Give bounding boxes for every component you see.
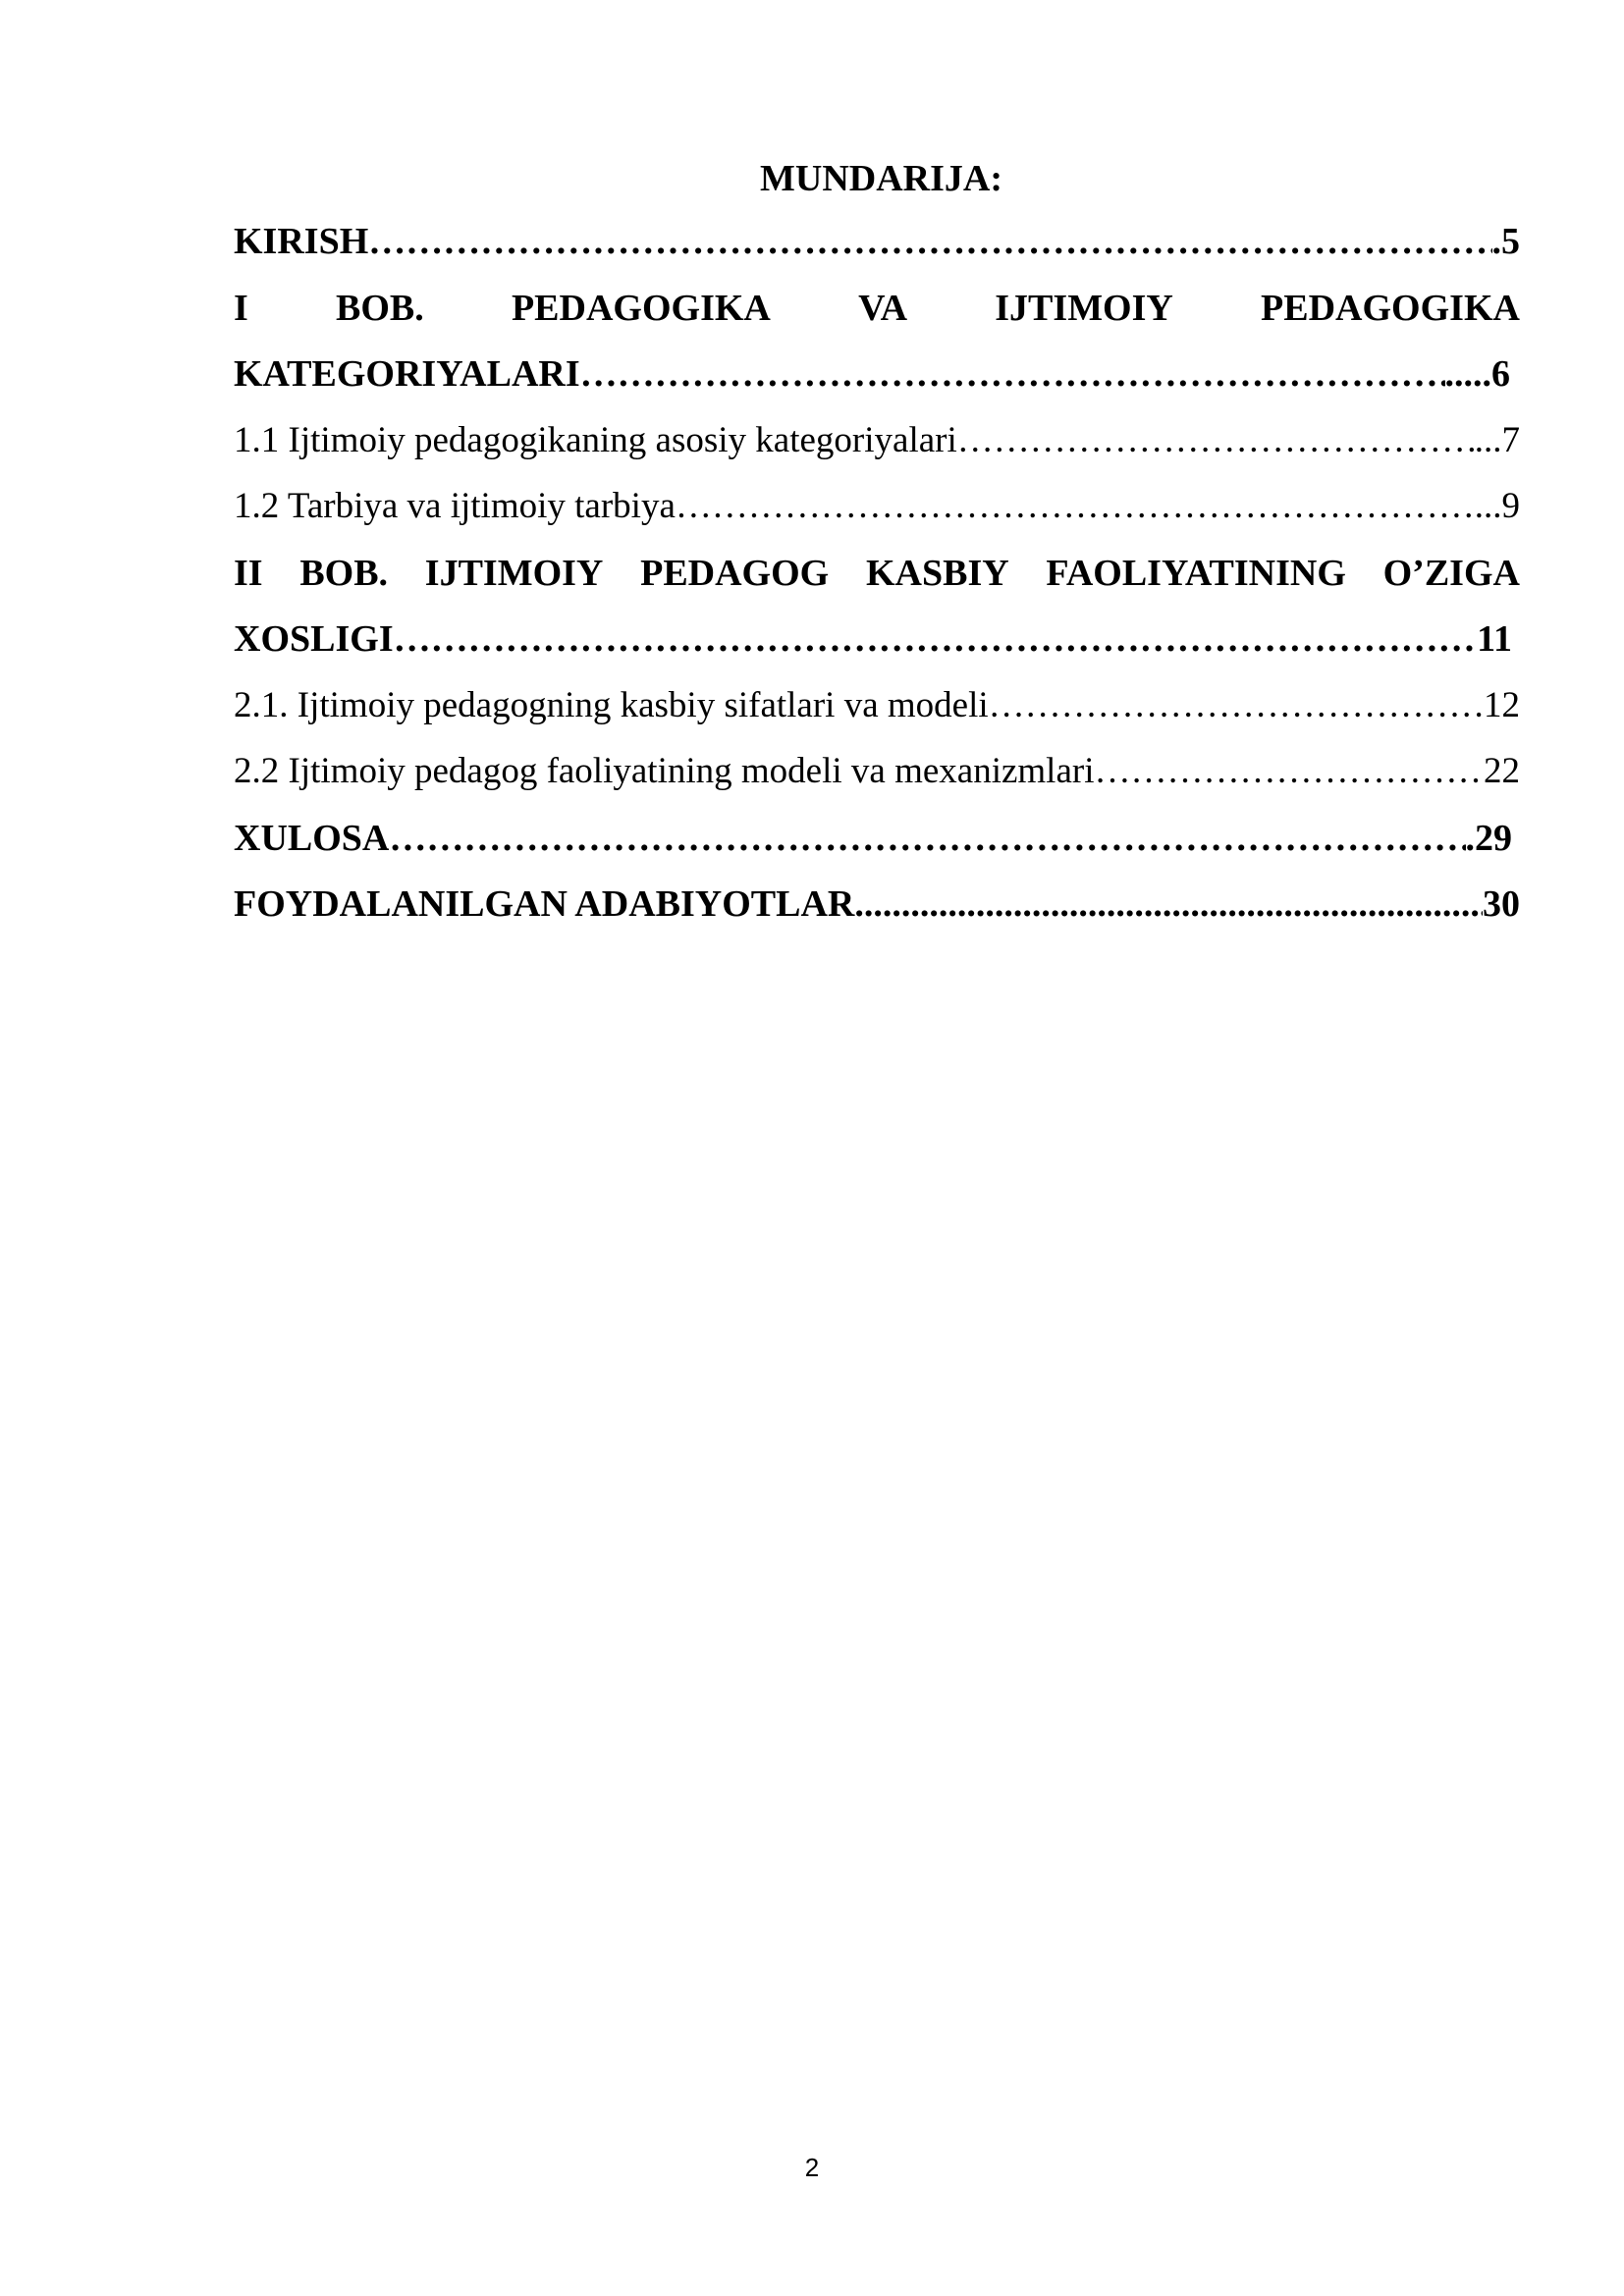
heading-word: IJTIMOIY	[995, 287, 1173, 329]
toc-entry-label: 1.2 Tarbiya va ijtimoiy tarbiya	[234, 486, 676, 526]
toc-entry-label: 2.1. Ijtimoiy pedagogning kasbiy sifatlari va modeli	[234, 684, 989, 725]
toc-entry-page: 22	[1484, 751, 1520, 791]
toc-entry-label: KIRISH	[234, 221, 369, 262]
toc-entry-xulosa[interactable]	[234, 815, 1512, 881]
heading-word: PEDAGOGIKA	[511, 287, 771, 329]
toc-title: MUNDARIJA:	[760, 158, 1002, 199]
toc-entry-label: 2.2 Ijtimoiy pedagog faoliyatining modeli va mexanizmlari	[234, 751, 1095, 791]
heading-word: II	[234, 552, 263, 594]
toc-entry-section-2-1[interactable]	[234, 682, 1520, 749]
heading-word: VA	[858, 287, 908, 329]
toc-entry-page: 30	[1483, 883, 1520, 925]
heading-word: KASBIY	[865, 552, 1009, 594]
dot-leader	[957, 417, 1475, 464]
page-number: 2	[804, 2153, 820, 2182]
toc-entry-page: ...7	[1474, 419, 1520, 460]
table-of-contents	[234, 218, 1520, 947]
toc-entry-label: FOYDALANILGAN ADABIYOTLAR	[234, 883, 855, 925]
dot-leader	[368, 218, 1491, 265]
dot-leader	[989, 682, 1484, 729]
dot-leader	[580, 350, 1445, 398]
toc-chapter-2-heading-line[interactable]	[234, 550, 1520, 616]
toc-entry-section-2-2[interactable]	[234, 748, 1520, 815]
toc-entry-adabiyotlar[interactable]	[234, 881, 1520, 947]
dot-leader	[389, 815, 1465, 862]
heading-word: PEDAGOG	[640, 552, 830, 594]
toc-entry-label: XULOSA	[234, 817, 390, 859]
dot-leader	[854, 881, 1483, 928]
toc-entry-chapter-2[interactable]	[234, 615, 1512, 682]
heading-word: BOB.	[299, 552, 389, 594]
dot-leader	[1094, 748, 1484, 795]
dot-leader	[394, 615, 1477, 663]
toc-entry-label: XOSLIGI	[234, 618, 394, 660]
toc-entry-page: ...9	[1474, 486, 1520, 526]
heading-word: IJTIMOIY	[424, 552, 604, 594]
toc-entry-page: .....6	[1444, 353, 1510, 395]
dot-leader	[676, 483, 1475, 530]
toc-entry-kirish[interactable]	[234, 218, 1520, 285]
heading-word: FAOLIYATINING	[1046, 552, 1346, 594]
toc-entry-section-1-2[interactable]	[234, 483, 1520, 550]
toc-entry-page: .5	[1491, 221, 1520, 262]
toc-chapter-1-heading-line[interactable]	[234, 285, 1520, 351]
heading-word: PEDAGOGIKA	[1261, 287, 1520, 329]
toc-entry-page: 12	[1484, 684, 1520, 725]
toc-entry-page: 11	[1477, 618, 1512, 660]
toc-entry-label: 1.1 Ijtimoiy pedagogikaning asosiy kategoriyalari	[234, 419, 957, 460]
heading-word: O’ZIGA	[1382, 552, 1520, 594]
toc-entry-page: .29	[1465, 817, 1512, 859]
toc-entry-chapter-1[interactable]	[234, 350, 1510, 417]
heading-word: BOB.	[336, 287, 424, 329]
heading-word: I	[234, 287, 248, 329]
toc-entry-section-1-1[interactable]	[234, 417, 1520, 484]
toc-entry-label: KATEGORIYALARI	[234, 353, 580, 395]
